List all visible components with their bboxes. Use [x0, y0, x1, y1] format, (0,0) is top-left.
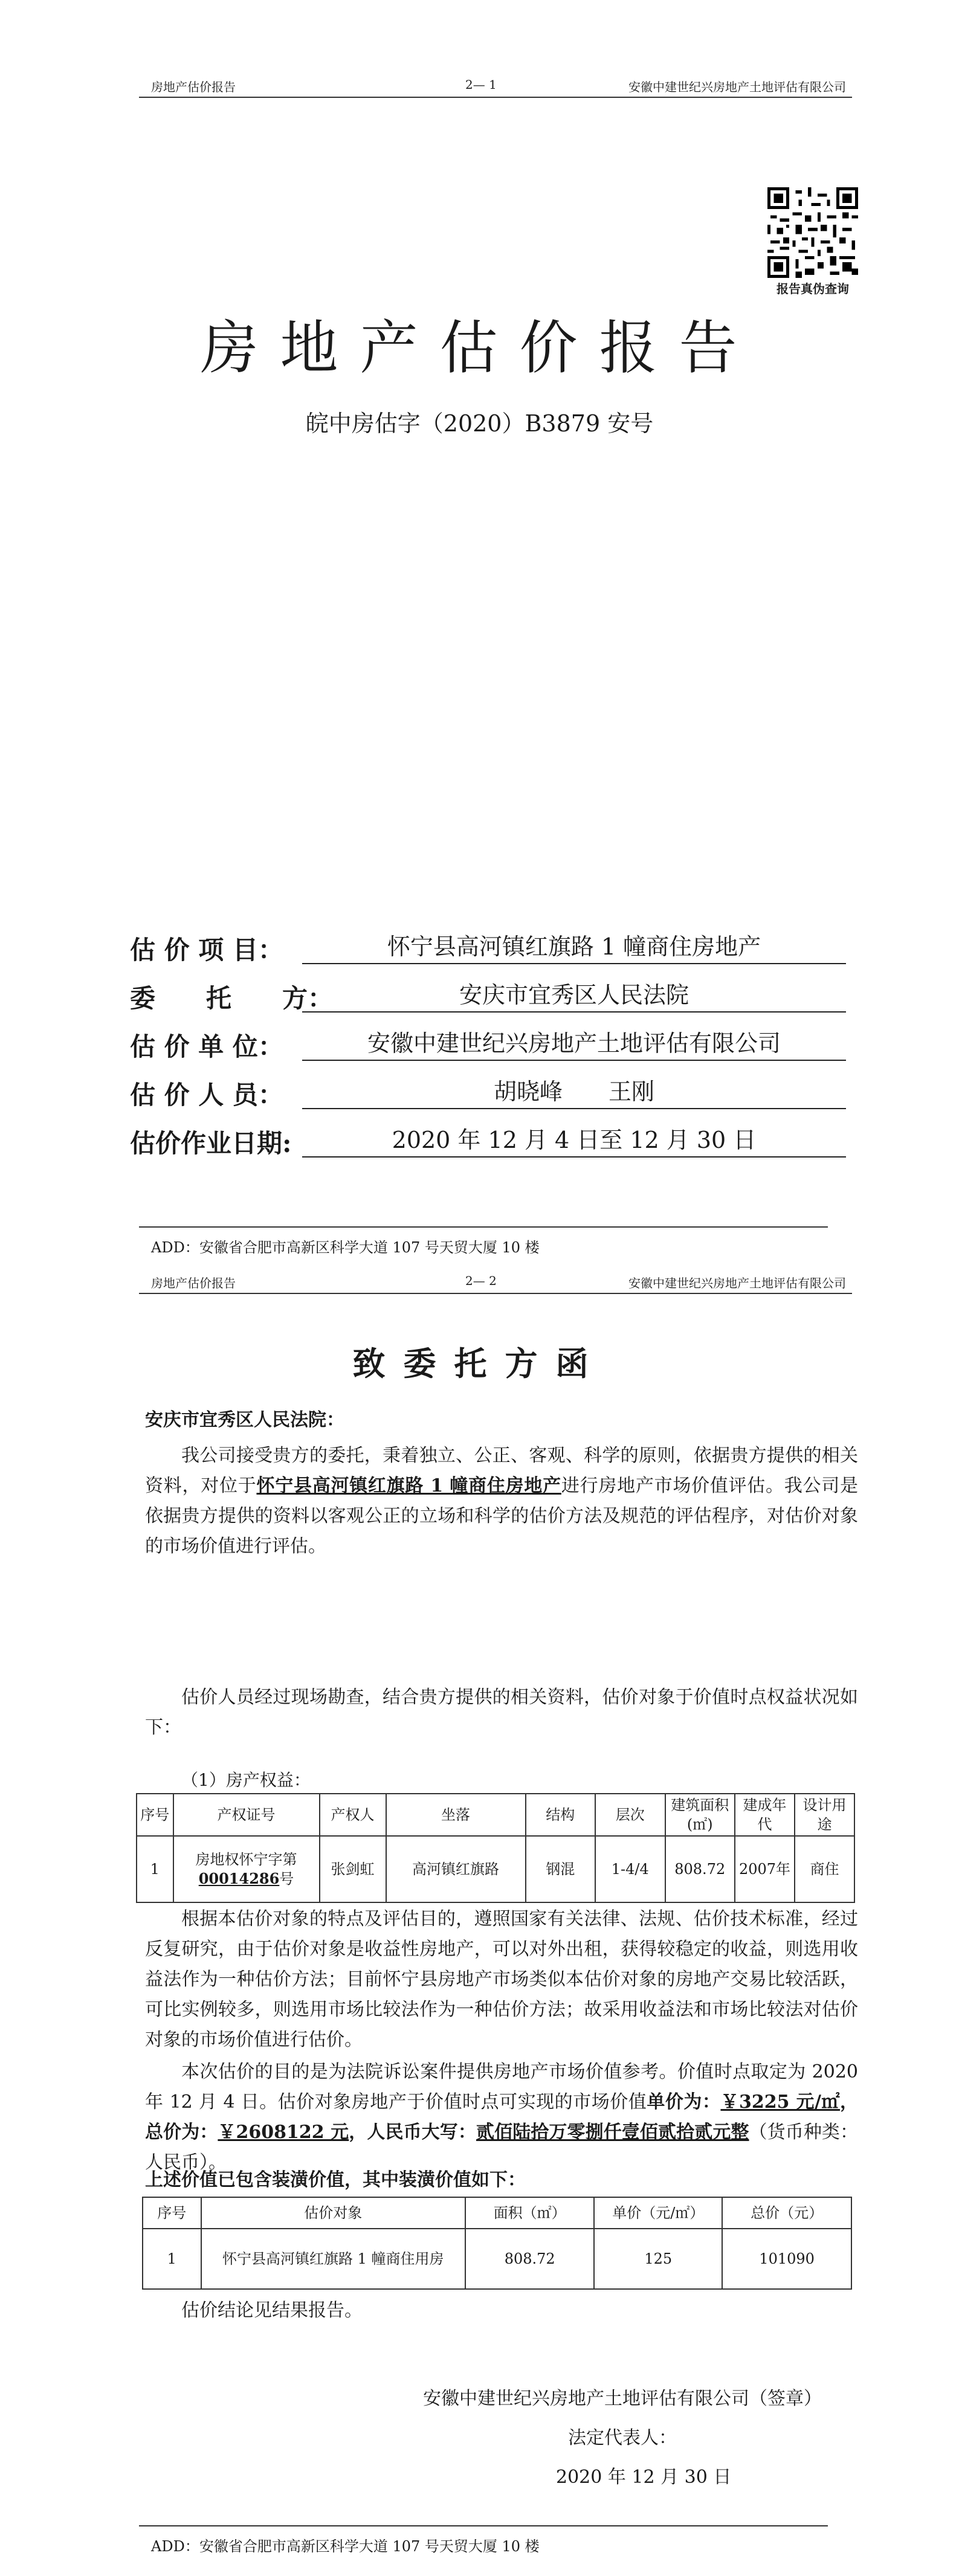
- footer-address: ADD：安徽省合肥市高新区科学大道 107 号天贸大厦 10 楼: [151, 2538, 540, 2555]
- unit-price: ￥3225 元/㎡: [720, 2091, 841, 2113]
- table-header: 设计用途: [795, 1794, 854, 1836]
- table-header: 坐落: [386, 1794, 526, 1836]
- cell-structure: 钢混: [526, 1836, 596, 1902]
- qr-code-icon[interactable]: [767, 187, 858, 278]
- table-header: 总价（元）: [722, 2197, 851, 2229]
- cell-no: 1: [143, 2229, 201, 2289]
- cell-unit-price: 125: [594, 2229, 722, 2289]
- table-header: 面积（㎡）: [465, 2197, 594, 2229]
- rights-subheading: （1）房产权益：: [181, 1770, 311, 1790]
- info-row-appraisers: [130, 1075, 855, 1112]
- header-left: 房地产估价报告: [151, 80, 236, 94]
- table-header: 估价对象: [201, 2197, 466, 2229]
- info-label: 委 托 方：: [130, 984, 334, 1013]
- header-page-number: 2— 2: [465, 1274, 497, 1288]
- info-label: 估 价 单 位：: [130, 1032, 283, 1061]
- header-right: 安徽中建世纪兴房地产土地评估有限公司: [628, 80, 846, 94]
- table-header: 序号: [137, 1794, 173, 1836]
- info-value: 安徽中建世纪兴房地产土地评估有限公司: [302, 1027, 846, 1061]
- total-price: ￥2608122 元: [218, 2122, 349, 2143]
- cover-page: [0, 0, 959, 1269]
- letter-page: [0, 1269, 959, 2576]
- cell-area: 808.72: [665, 1836, 735, 1902]
- property-rights-table: [136, 1793, 855, 1903]
- cell-owner: 张剑虹: [320, 1836, 386, 1902]
- cell-certificate: 房地权怀宁字第 00014286号: [173, 1836, 320, 1902]
- letter-salutation: 安庆市宜秀区人民法院：: [145, 1409, 344, 1431]
- cell-use: 商住: [795, 1836, 854, 1902]
- cell-year: 2007年: [735, 1836, 795, 1902]
- table-header: 产权人: [320, 1794, 386, 1836]
- property-name: 怀宁县高河镇红旗路 1 幢商住房地产: [256, 1475, 561, 1496]
- table-header: 建成年代: [735, 1794, 795, 1836]
- cell-object: 怀宁县高河镇红旗路 1 幢商住用房: [201, 2229, 466, 2289]
- cell-floor: 1-4/4: [595, 1836, 665, 1902]
- table-header: 产权证号: [173, 1794, 320, 1836]
- letter-paragraph-4: 本次估价的目的是为法院诉讼案件提供房地产市场价值参考。价值时点取定为 2020 年 12 月 4 日。估价对象房地产于价值时点可实现的市场价值单价为：￥3225 元/㎡，总价为：￥2608122 元，人民币大写：贰佰陆拾万零捌仟壹佰贰拾贰元整（货币种类：人民币）。: [145, 2061, 859, 2173]
- info-value: 2020 年 12 月 4 日至 12 月 30 日: [302, 1124, 846, 1158]
- cell-no: 1: [137, 1836, 173, 1902]
- header-page-number: 2— 1: [465, 77, 497, 92]
- table-header-row: [137, 1794, 854, 1836]
- report-number: 皖中房估字（2020）B3879 安号: [305, 410, 654, 437]
- table-row: [143, 2229, 851, 2289]
- info-row-client: [130, 979, 855, 1015]
- page-header: [139, 1269, 852, 1294]
- signature-company: 安徽中建世纪兴房地产土地评估有限公司（签章）: [423, 2388, 822, 2409]
- table-header: 结构: [526, 1794, 596, 1836]
- info-value: 怀宁县高河镇红旗路 1 幢商住房地产: [302, 930, 846, 964]
- info-row-appraiser-unit: [130, 1027, 855, 1063]
- table-header: 序号: [143, 2197, 201, 2229]
- report-title: 房地产估价报告: [200, 314, 759, 382]
- cell-total: 101090: [722, 2229, 851, 2289]
- letter-paragraph-1: 我公司接受贵方的委托，秉着独立、公正、客观、科学的原则，依据贵方提供的相关资料，对位于怀宁县高河镇红旗路 1 幢商住房地产进行房地产市场价值评估。我公司是依据贵方提供的资料以客观公正的立场和科学的估价方法及规范的评估程序，对估价对象的市场价值进行评估。: [145, 1445, 859, 1557]
- info-row-work-date: [130, 1124, 855, 1160]
- cell-location: 高河镇红旗路: [386, 1836, 526, 1902]
- page-header: [139, 72, 852, 98]
- info-label: 估 价 项 目：: [130, 935, 283, 965]
- footer-divider: [139, 2525, 828, 2526]
- info-label: 估价作业日期:: [130, 1129, 292, 1158]
- letter-paragraph-6: 估价结论见结果报告。: [181, 2300, 363, 2321]
- header-left: 房地产估价报告: [151, 1276, 236, 1290]
- cell-area: 808.72: [465, 2229, 594, 2289]
- signature-representative: 法定代表人：: [568, 2427, 677, 2449]
- info-value: 胡晓峰 王刚: [302, 1075, 846, 1109]
- letter-paragraph-2: 估价人员经过现场勘查，结合贵方提供的相关资料，估价对象于价值时点权益状况如下：: [145, 1687, 858, 1738]
- letter-paragraph-3: 根据本估价对象的特点及评估目的，遵照国家有关法律、法规、估价技术标准，经过反复研究，由于估价对象是收益性房地产，可以对外出租，获得较稳定的收益，则选用收益法作为一种估价方法；目前怀宁县房地产市场类似本估价对象的房地产交易比较活跃，可比实例较多，则选用市场比较法作为一种估价方法；故采用收益法和市场比较法对估价对象的市场价值进行估价。: [145, 1908, 858, 2050]
- signature-date: 2020 年 12 月 30 日: [556, 2467, 732, 2488]
- letter-title: 致委托方函: [352, 1344, 607, 1383]
- table-row: [137, 1836, 854, 1902]
- footer-divider: [139, 1226, 828, 1228]
- table-header: 单价（元/㎡）: [594, 2197, 722, 2229]
- info-label: 估 价 人 员：: [130, 1080, 283, 1110]
- header-right: 安徽中建世纪兴房地产土地评估有限公司: [628, 1276, 846, 1290]
- footer-address: ADD：安徽省合肥市高新区科学大道 107 号天贸大厦 10 楼: [151, 1239, 540, 1256]
- qr-caption: 报告真伪查询: [777, 282, 849, 296]
- info-row-project: [130, 930, 855, 967]
- table-header: 建筑面积(㎡): [665, 1794, 735, 1836]
- decoration-value-table: [142, 2197, 852, 2290]
- table-header-row: [143, 2197, 851, 2229]
- table-header: 层次: [595, 1794, 665, 1836]
- decoration-heading: 上述价值已包含装潢价值，其中装潢价值如下：: [145, 2169, 526, 2191]
- info-value: 安庆市宜秀区人民法院: [302, 979, 846, 1013]
- total-price-words: 贰佰陆拾万零捌仟壹佰贰拾贰元整: [476, 2122, 749, 2143]
